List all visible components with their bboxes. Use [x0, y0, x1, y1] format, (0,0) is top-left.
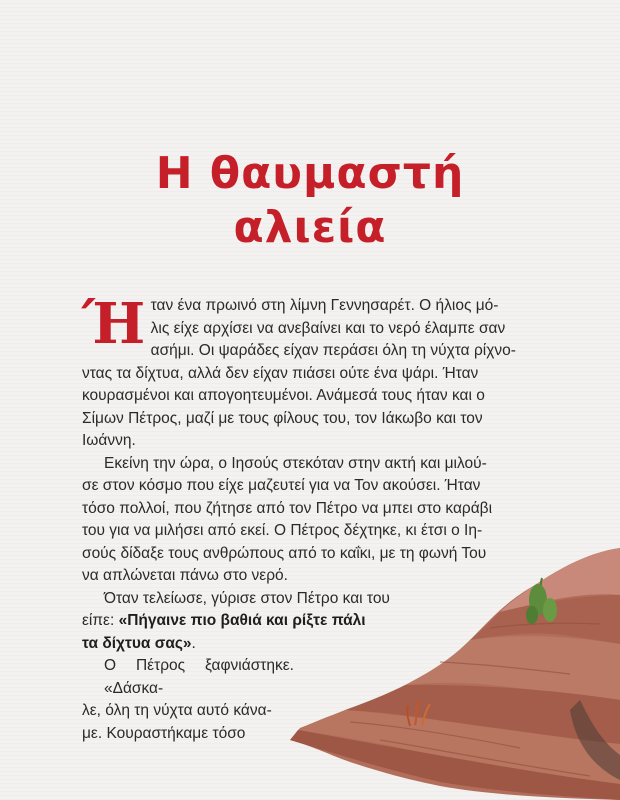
page-title: [0, 147, 620, 255]
drop-cap: Ή: [82, 291, 145, 357]
text-line: σούς δίδαξε τους ανθρώπους από το καΐκι, με τη φωνή Του: [82, 544, 487, 562]
text-line: Ιωάννη.: [82, 432, 136, 449]
text-plain: .: [191, 634, 196, 652]
text-line: με. Κουραστήκαμε τόσο: [82, 724, 246, 742]
text-line: Σίμων Πέτρος, μαζί με τους φίλους του, τον Ιάκωβο και τον: [82, 409, 483, 427]
text-line: Ο Πέτρος ξαφνιάστηκε. «Δάσκα-: [104, 657, 294, 697]
text-line: ταν ένα πρωινό στη λίμνη Γεννησαρέτ. Ο ήλιος μό-: [150, 297, 499, 314]
jesus-quote: «Πήγαινε πιο βαθιά και ρίξτε πάλι: [118, 612, 366, 629]
text-line: λις είχε αρχίσει να ανεβαίνει και το νερό έλαμπε σαν: [150, 319, 506, 337]
title-line-1: Η θαυμαστή: [155, 148, 465, 200]
text-line: ασήμι. Οι ψαράδες είχαν περάσει όλη τη νύχτα ρίχνο-: [150, 342, 516, 359]
text-line: ντας τα δίχτυα, αλλά δεν είχαν πιάσει ούτε ένα ψάρι. Ήταν: [82, 364, 479, 382]
text-line: Όταν τελείωσε, γύρισε στον Πέτρο και του: [104, 589, 390, 607]
text-line: λε, όλη τη νύχτα αυτό κάνα-: [82, 702, 272, 719]
jesus-quote-end: τα δίχτυα σας»: [82, 634, 192, 652]
paragraph-1: [82, 291, 557, 453]
text-line: Εκείνη την ώρα, ο Ιησούς στεκόταν στην ακτή και μιλού-: [104, 454, 487, 472]
text-line: κουρασμένοι και απογοητευμένοι. Ανάμεσά τους ήταν και ο: [82, 387, 485, 404]
text-line: σε στον κόσμο που είχε μαζευτεί για να Τον ακούσει. Ήταν: [82, 477, 481, 494]
text-line: τόσο πολλοί, που ζήτησε από τον Πέτρο να μπει στο καράβι: [82, 499, 493, 517]
text-line: του για να μιλήσει από εκεί. Ο Πέτρος δέχτηκε, κι έτσι ο Ιη-: [82, 522, 483, 539]
cliff-illustration: [290, 540, 620, 800]
text-plain: είπε:: [82, 612, 119, 629]
text-line: να απλώνεται πάνω στο νερό.: [82, 567, 288, 584]
title-line-2: αλιεία: [233, 202, 387, 254]
